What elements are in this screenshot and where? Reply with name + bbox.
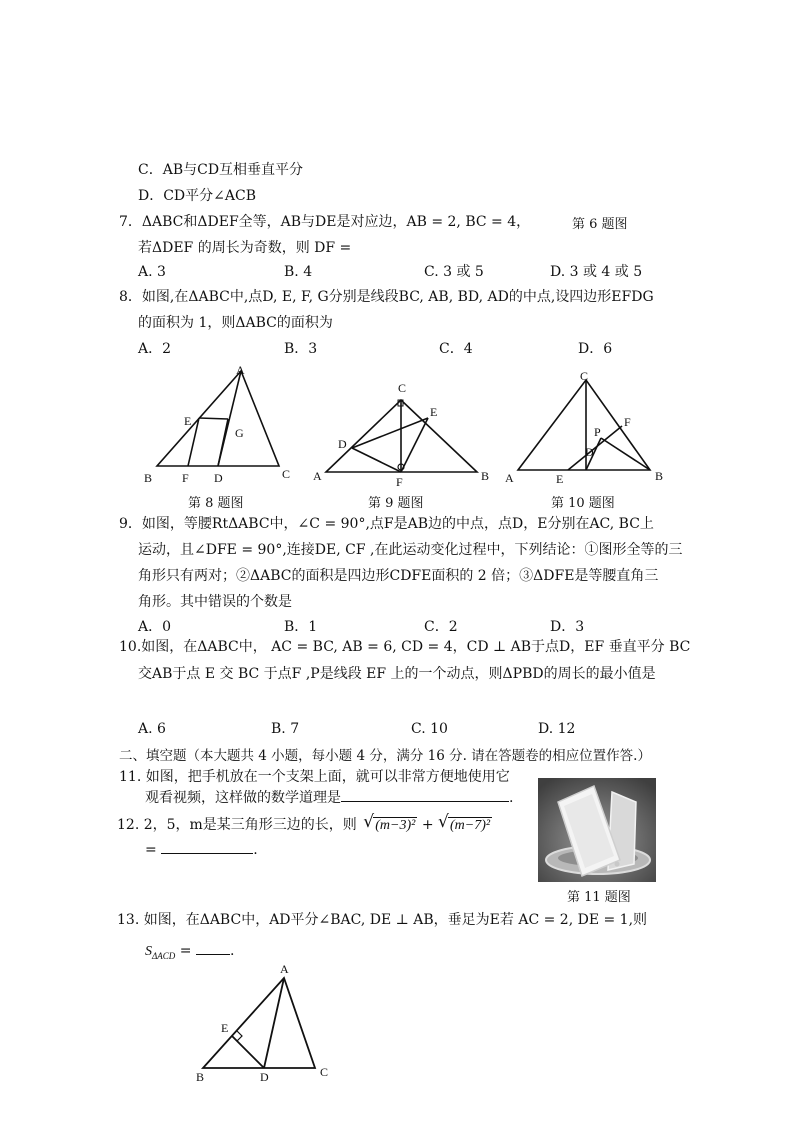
q9-stem-line3: 角形只有两对；②ΔABC的面积是四边形CDFE面积的 2 倍；③ΔDFE是等腰直角三 — [138, 568, 659, 584]
q8-option-b: B．3 — [284, 341, 318, 357]
fig8-label-c: C — [282, 467, 291, 481]
fig8-label-d: D — [214, 471, 223, 485]
q12-stem-line1 — [117, 812, 492, 836]
q12-answer-blank — [161, 839, 253, 854]
section-2-heading: 二、填空题（本大题共 4 小题，每小题 4 分，满分 16 分. 请在答题卷的相应位置作答.） — [119, 748, 651, 764]
q11-answer-blank — [341, 787, 509, 802]
fig9-label-e: E — [430, 405, 438, 419]
q9-stem-line4: 角形。其中错误的个数是 — [138, 594, 292, 610]
fig8-label-b: B — [144, 471, 153, 485]
q12-radicand-1: (m−3)² — [375, 818, 416, 833]
fig8-label-f: F — [182, 471, 189, 485]
fig10-label-d: D — [585, 445, 594, 459]
figure-13 — [190, 958, 340, 1083]
fig8-label-a: A — [236, 363, 245, 377]
q11-stem-line1: 11. 如图，把手机放在一个支架上面，就可以非常方便地使用它 — [119, 769, 510, 785]
fig13-label-a: A — [280, 962, 289, 976]
fig8-caption: 第 8 题图 — [188, 496, 244, 511]
q13-answer-blank — [196, 940, 230, 955]
q12-end: . — [253, 842, 258, 858]
fig8-label-e: E — [184, 414, 192, 428]
q9-option-c: C．2 — [424, 619, 458, 635]
fig9-label-b: B — [481, 469, 490, 483]
q9-stem-line2: 运动，且∠DFE = 90°,连接DE, CF ,在此运动变化过程中，下列结论：①图形全等的三 — [138, 542, 683, 558]
q6-option-c: C．AB与CD互相垂直平分 — [138, 162, 304, 178]
q10-stem-line1: 10.如图，在ΔABC中， AC = BC, AB = 6, CD = 4，CD ⊥ AB于点D，EF 垂直平分 BC — [119, 639, 691, 655]
fig9-caption: 第 9 题图 — [368, 496, 424, 511]
fig13-label-d: D — [260, 1070, 269, 1083]
fig10-label-f: F — [624, 415, 631, 429]
q8-option-a: A．2 — [138, 341, 172, 357]
q10-stem-line2: 交AB于点 E 交 BC 于点F ,P是线段 EF 上的一个动点，则ΔPBD的周长的最小值是 — [138, 666, 656, 682]
q11-phone-stand-photo — [538, 778, 656, 882]
q11-stem-text: 观看视频，这样做的数学道理是 — [145, 790, 341, 806]
q9-option-a: A．0 — [138, 619, 172, 635]
q8-stem-line2: 的面积为 1，则ΔABC的面积为 — [138, 315, 333, 331]
fig8-label-g: G — [235, 426, 244, 440]
q6-option-d: D．CD平分∠ACB — [138, 188, 257, 204]
q11-figure-caption: 第 11 题图 — [567, 890, 631, 905]
q13-area-symbol: S — [145, 944, 152, 959]
q9-stem-line1: 9．如图，等腰RtΔABC中，∠C = 90°,点F是AB边的中点，点D，E分别在AC, BC上 — [119, 516, 654, 532]
fig9-label-c: C — [398, 381, 407, 395]
q10-option-b: B. 7 — [271, 721, 300, 737]
q12-stem-line2 — [145, 839, 258, 860]
q11-stem-end: . — [509, 790, 514, 806]
figure-10 — [500, 366, 670, 488]
fig9-label-a: A — [313, 469, 322, 483]
q12-stem-text: 12. 2，5，m是某三角形三边的长，则 — [117, 817, 357, 833]
figure-9 — [310, 378, 500, 488]
q12-plus: + — [421, 817, 434, 833]
q10-option-d: D. 12 — [538, 721, 576, 737]
q7-option-c: C. 3 或 5 — [424, 264, 484, 280]
q7-option-d: D. 3 或 4 或 5 — [550, 264, 643, 280]
q12-equals: = — [145, 842, 157, 858]
q7-option-a: A. 3 — [138, 264, 166, 280]
fig10-label-c: C — [580, 369, 589, 383]
q12-radical-1 — [363, 812, 417, 836]
q11-stem-line2 — [145, 787, 513, 808]
sqrt-sign-icon: √ — [438, 812, 449, 832]
q8-option-c: C．4 — [439, 341, 473, 357]
q10-option-a: A. 6 — [138, 721, 166, 737]
q6-figure-caption: 第 6 题图 — [572, 217, 628, 232]
q8-stem-line1: 8．如图,在ΔABC中,点D, E, F, G分别是线段BC, AB, BD, AD的中点,设四边形EFDG — [119, 289, 654, 305]
q8-option-d: D．6 — [578, 341, 613, 357]
q13-end: . — [229, 943, 235, 959]
q10-option-c: C. 10 — [411, 721, 448, 737]
q7-stem-line1: 7．ΔABC和ΔDEF全等，AB与DE是对应边，AB = 2, BC = 4， — [119, 214, 531, 230]
q13-area-subscript: ΔACD — [152, 950, 176, 961]
fig10-label-b: B — [655, 469, 664, 483]
figure-8 — [140, 362, 300, 488]
q7-option-b: B. 4 — [284, 264, 313, 280]
fig13-label-b: B — [196, 1070, 205, 1083]
sqrt-sign-icon: √ — [363, 812, 375, 832]
q13-stem-line1: 13. 如图，在ΔABC中，AD平分∠BAC, DE ⊥ AB，垂足为E若 AC = 2, DE = 1,则 — [117, 912, 648, 928]
phone-on-stand-image — [538, 778, 656, 882]
fig10-caption: 第 10 题图 — [551, 496, 615, 511]
q7-stem-line2: 若ΔDEF 的周长为奇数，则 DF = — [138, 240, 352, 256]
fig9-label-f: F — [396, 475, 403, 488]
q12-radicand-2: (m−7)² — [450, 818, 491, 833]
q13-equals: = — [175, 943, 192, 959]
fig13-label-e: E — [221, 1021, 229, 1035]
fig10-label-e: E — [556, 472, 564, 486]
q9-option-b: B．1 — [284, 619, 318, 635]
fig13-label-c: C — [320, 1065, 329, 1079]
fig10-label-p: P — [594, 425, 601, 439]
q9-option-d: D．3 — [550, 619, 585, 635]
fig10-label-a: A — [505, 471, 514, 485]
q12-radical-2 — [438, 812, 492, 836]
fig9-label-d: D — [338, 437, 347, 451]
